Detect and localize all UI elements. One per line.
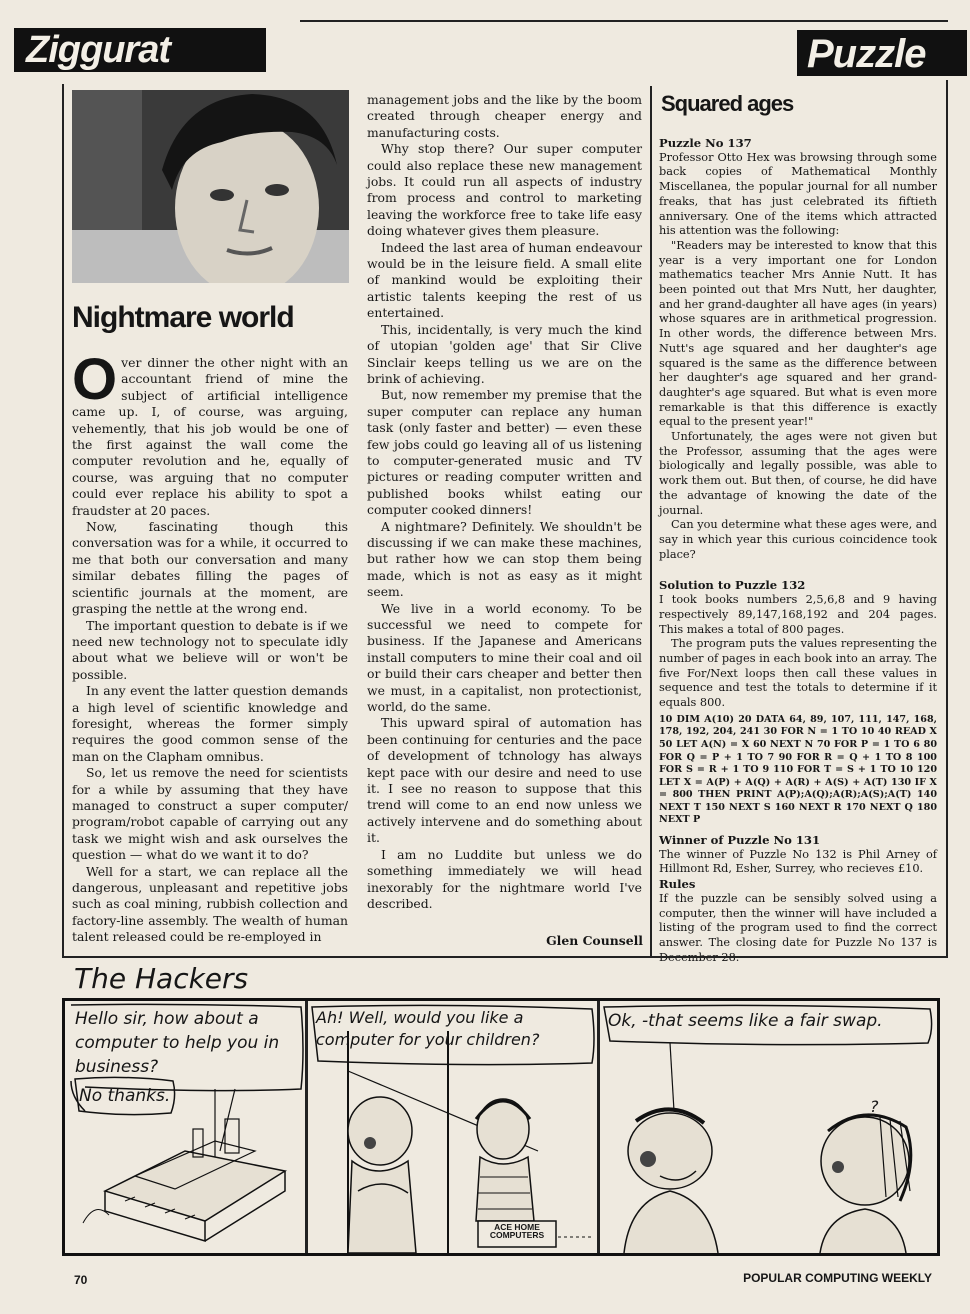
cartoon-strip xyxy=(62,998,940,1256)
frame-right-rule xyxy=(946,80,948,956)
article-paragraph-5: So, let us remove the need for scientists for a while by assuming that they have managed to construct a super computer/ program/robot capable of carrying out any task we might wish and ask ourselves the question — what do we want it to do? xyxy=(72,765,348,863)
panel1-speech-bubble-2: No thanks. xyxy=(79,1086,171,1106)
cartoon-panel-3 xyxy=(600,1001,937,1253)
article-paragraph-2: Now, fascinating though this conversation was for a while, it occurred to me that both our conversation and many similar debates filling the pages of scientific journals at the moment, are grasping the nettle at the wrong end. xyxy=(72,519,348,617)
panel1-speech-bubble-1: Hello sir, how about a computer to help you in business? xyxy=(75,1009,280,1077)
puzzle-paragraph-4: Can you determine what these ages were, and say in which year this curious coincidence took place? xyxy=(659,518,938,561)
puzzle-paragraph-3: Unfortunately, the ages were not given but the Professor, assuming that the ages were biologically and legally possible, was able to work them out. But then, of course, he did have the advantage of knowing the date of the journal. xyxy=(659,430,937,517)
computer-shop-sign: ACE HOME COMPUTERS xyxy=(489,1222,545,1240)
solution-paragraph-1: I took books numbers 2,5,6,8 and 9 having respectively 89,147,168,192 and 204 pages. This makes a total of 800 pages. xyxy=(659,593,937,636)
article-paragraph-7: management jobs and the like by the boom created through cheaper energy and manufacturing costs. xyxy=(367,92,642,140)
solution-program-listing: 10 DIM A(10) 20 DATA 64, 89, 107, 111, 147, 168, 178, 192, 204, 241 30 FOR N = 1 TO 10 40 READ X 50 LET A(N) = X 60 NEXT N 70 FOR P = 1 TO 6 80 FOR Q = P + 1 TO 7 90 FOR R = Q + 1 TO 8 100 FOR S = R + 1 TO 9 110 FOR T = S + 1 TO 10 120 LET X = A(P) + A(Q) + A(R) + A(S) + A(T) 130 IF X = 800 THEN PRINT A(P);A(Q);A(R);A(S);A(T) 140 NEXT T 150 NEXT S 160 NEXT R 170 NEXT Q 180 NEXT P xyxy=(659,713,937,826)
puzzle-column xyxy=(659,136,937,965)
column-divider xyxy=(650,86,652,956)
article-paragraph-15: I am no Luddite but unless we do something immediately we will head inexorably for the nightmare world I've described. xyxy=(367,846,642,911)
article-paragraph-13: We live in a world economy. To be successful we need to compete for business. If the Japanese and Americans install computers to mine their coal and oil or build their cars cheaper and better then we must, in a capitalist, non protectionist, world, do the same. xyxy=(367,600,642,715)
article-paragraph-6: Well for a start, we can replace all the dangerous, unpleasant and repetitive jobs such as coal mining, rubbish collection and factory-line assembly. The wealth of human talent released could be re-employed in xyxy=(72,863,348,945)
article-column-2 xyxy=(367,92,642,912)
top-rule xyxy=(300,20,948,22)
rules-text: If the puzzle can be sensibly solved using a computer, then the winner will have included a listing of the program used to find the correct answer. The closing date for Puzzle No 137 is xyxy=(659,891,937,949)
page-number: 70 xyxy=(74,1273,88,1287)
panel2-speech-bubble: Ah! Well, would you like a computer for your children? xyxy=(316,1008,540,1049)
section-banner-puzzle: Puzzle xyxy=(797,30,967,76)
article-paragraph-14: This upward spiral of automation has been continuing for centuries and the pace of development of tchnology has always kept pace with our desire and need to use it. I see no reason to suppose that this trend will come to an end now unless we actively intervene and do something about it. xyxy=(367,715,642,846)
panel3-speech-bubble: Ok, -that seems like a fair swap. xyxy=(608,1011,883,1031)
article-paragraph-4: In any event the latter question demands a high level of scientific knowledge and foresight, whereas the former simply requires the good common sense of the man on the Clapham omnibus. xyxy=(72,683,348,764)
rules-label: Rules xyxy=(659,877,696,892)
author-byline: Glen Counsell xyxy=(546,933,643,948)
cartoon-panel-1 xyxy=(65,1001,305,1253)
frame-left-rule xyxy=(62,84,64,956)
puzzle-title: Squared ages xyxy=(661,91,794,116)
article-paragraph-9: Indeed the last area of human endeavour would be in the leisure field. A small elite of mankind would be exploiting their artistic talents keeping the rest of us entertained. xyxy=(367,239,642,321)
puzzle-paragraph-2: "Readers may be interested to know that this year is a very important one for London mathematics teacher Mrs Annie Nutt. It has been pointed out that Mrs Nutt, her daughter, and her grand-daughter all have ages (in years) whose squares are in arithmetical progression. In other words, the difference between Mrs. Nutt's age squared and her daughter's age squared is the same as the difference between her daughter's age squared and her grand-daughter's age squared. But what is even more remarkable is that this difference is exactly equal to the present year!" xyxy=(659,238,937,429)
article-paragraph-1: Over dinner the other night with an accountant friend of mine the subject of artificial intelligence came up. I, of course, was arguing, vehemently, that his job would be one of the first against the wall come the computer revolution and he, equally of course, was arguing that no computer could ever replace his ability to spot a fraudster at 20 paces. xyxy=(72,347,348,518)
winner-text: The winner of Puzzle No 132 is Phil Arney of Hillmont Rd, Esher, Surrey, who recieves £10. xyxy=(659,847,937,876)
article-paragraph-8: Why stop there? Our super computer could also replace these new management jobs. It could run all aspects of industry from process and control to marketing leaving the workforce free to take life easy doing whatever gives them pleasure. xyxy=(367,141,642,239)
winner-label: Winner of Puzzle No 131 xyxy=(659,833,821,848)
article-column-1 xyxy=(72,347,348,946)
panel3-question-mark: ? xyxy=(870,1097,879,1116)
article-paragraph-12: A nightmare? Definitely. We shouldn't be discussing if we can make these machines, but rather how we can stop them being made, which is not as easy as it might seem. xyxy=(367,518,642,600)
solution-paragraph-2: The program puts the values representing the number of pages in each book into an array. The five For/Next loops then call these values in sequence and test the totals to determine if it equals 800. xyxy=(659,637,937,710)
drop-cap: O xyxy=(72,347,118,412)
publication-name: POPULAR COMPUTING WEEKLY xyxy=(743,1271,932,1285)
solution-label: Solution to Puzzle 132 xyxy=(659,578,806,593)
cartoon-title: The Hackers xyxy=(74,962,249,995)
cartoon-top-rule xyxy=(62,956,948,958)
exchange-drawing xyxy=(600,1001,937,1253)
article-paragraph-3: The important question to debate is if we need new technology not to speculate idly about what we believe will or won't be possible. xyxy=(72,617,348,682)
cartoon-panel-2 xyxy=(308,1001,597,1253)
article-title: Nightmare world xyxy=(72,301,294,334)
article-paragraph-11: But, now remember my premise that the super computer can replace any human task (only faster and better) — even these few jobs could go leaving all of us listening to computer-generated music and TV pictures or reading computer written and published books whilst eating our computer cooked dinners! xyxy=(367,387,642,518)
article-paragraph-10: This, incidentally, is very much the kind of utopian 'golden age' that Sir Clive Sinclair keeps telling us we are on the brink of achieving. xyxy=(367,321,642,386)
author-photo xyxy=(72,90,349,283)
puzzle-number-label: Puzzle No 137 xyxy=(659,136,752,150)
puzzle-paragraph-1: Professor Otto Hex was browsing through some back copies of Mathematical Monthly Miscellanea, the popular journal for all number freaks, that has just celebrated its fiftieth anniversary. One of the items which attracted his attention was the following: xyxy=(659,150,937,238)
author-portrait-illustration xyxy=(72,90,349,283)
section-banner-ziggurat: Ziggurat xyxy=(14,28,266,72)
